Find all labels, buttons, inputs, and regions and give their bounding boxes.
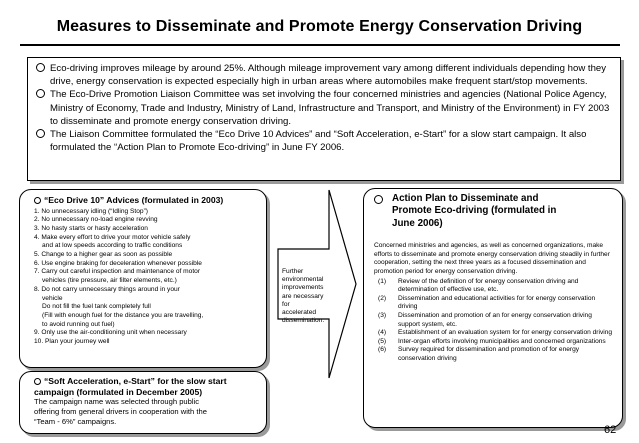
list-item: 4. Make every effort to drive your motor vehicle safely [34,233,191,241]
bullet-circle-icon [374,195,383,204]
bullet-circle-icon [34,197,41,204]
title-rule [20,44,620,46]
summary-item [36,128,612,154]
soft-acceleration-box [19,371,267,434]
bullet-circle-icon [34,378,41,385]
summary-box [27,57,621,181]
bullet-circle-icon [36,63,45,72]
list-item: (1) Review of the definition of for energy conservation driving and determination of effective use, etc. [378,277,579,294]
list-item: vehicles (tire pressure, air filter elements, etc.) [42,277,177,285]
list-item: 5. Change to a higher gear as soon as possible [34,251,173,259]
summary-item [36,62,612,88]
action-plan-list [374,278,614,364]
list-item: (2) Dissemination and educational activities for for energy conservation driving [378,294,596,311]
list-item: (4) Establishment of an evaluation system for for energy conservation driving [378,329,613,337]
soft-acceleration-body: The campaign name was selected through public offering from general drivers in cooperation with the “Team - 6%” campaigns. [34,397,207,426]
list-item: (3) Dissemination and promotion of an for energy conservation driving support system, etc. [378,311,592,328]
list-item: vehicle [42,294,63,302]
list-item: (5) Inter-organ efforts involving municipalities and concerned organizations [378,337,606,345]
list-item: 3. No hasty starts or hasty acceleration [34,224,148,232]
arrow-caption: Further environmental improvements are necessary for accelerated dissemination. [282,268,325,325]
list-item: (6) Survey required for dissemination and promotion of for energy conservation driving [378,346,580,362]
action-plan-heading: Action Plan to Disseminate and Promote Eco-driving (formulated in June 2006) [374,193,614,230]
list-item: 8. Do not carry unnecessary things around in your [34,285,180,293]
list-item: 9. Only use the air-conditioning unit when necessary [34,329,187,337]
list-item: 6. Use engine braking for deceleration whenever possible [34,259,202,267]
bullet-circle-icon [36,89,45,98]
summary-item-text: Eco-driving improves mileage by around 25%. Although mileage improvement vary among different individuals depending how they drive, energy conservation is expected especially high in urban areas where automobiles make frequent start/stop movements. [50,63,607,88]
list-item: to avoid running out fuel) [42,320,115,328]
eco-drive-heading: “Eco Drive 10” Advices (formulated in 2003) [34,195,260,206]
bullet-circle-icon [36,129,45,138]
list-item: (Fill with enough fuel for the distance you are travelling, [42,311,204,319]
list-item: 7. Carry out careful inspection and maintenance of motor [34,268,201,276]
list-item: 1. No unnecessary idling (“Idling Stop”) [34,207,148,215]
list-item: Do not fill the fuel tank completely full [42,303,151,311]
eco-drive-list [34,208,260,347]
summary-item [36,88,612,128]
summary-item-text: The Eco-Drive Promotion Liaison Committee was set involving the four concerned ministries and agencies (National Police Agency, Ministry of Economy, Trade and Industry, Ministry of Land, Infrastructure and Transport, and Ministry of the Environment) in FY 2003 to disseminate and promote energy conservation driving. [50,89,610,127]
soft-acceleration-heading: “Soft Acceleration, e-Start” for the slow start campaign (formulated in December 2005) [34,376,227,397]
list-item: 2. No unnecessary no-load engine revving [34,216,158,224]
eco-drive-advices-box [19,189,267,368]
page-title: Measures to Disseminate and Promote Energy Conservation Driving [56,18,583,35]
summary-item-text: The Liaison Committee formulated the “Eco Drive 10 Advices” and “Soft Acceleration, e-Start” for a slow start campaign. It also formulated the “Action Plan to Promote Eco-driving” in June FY 2006. [50,129,587,154]
page-number: 62 [604,424,617,436]
list-item: and at low speeds according to traffic conditions [42,242,183,250]
list-item: 10. Plan your journey well [34,338,110,346]
action-plan-box [363,188,623,428]
action-plan-intro: Concerned ministries and agencies, as well as concerned organizations, make efforts to disseminate and promote energy conservation driving steadily in further cooperation, setting the next three years as a focused dissemination and promotion period for energy conservation driving. [374,242,610,275]
